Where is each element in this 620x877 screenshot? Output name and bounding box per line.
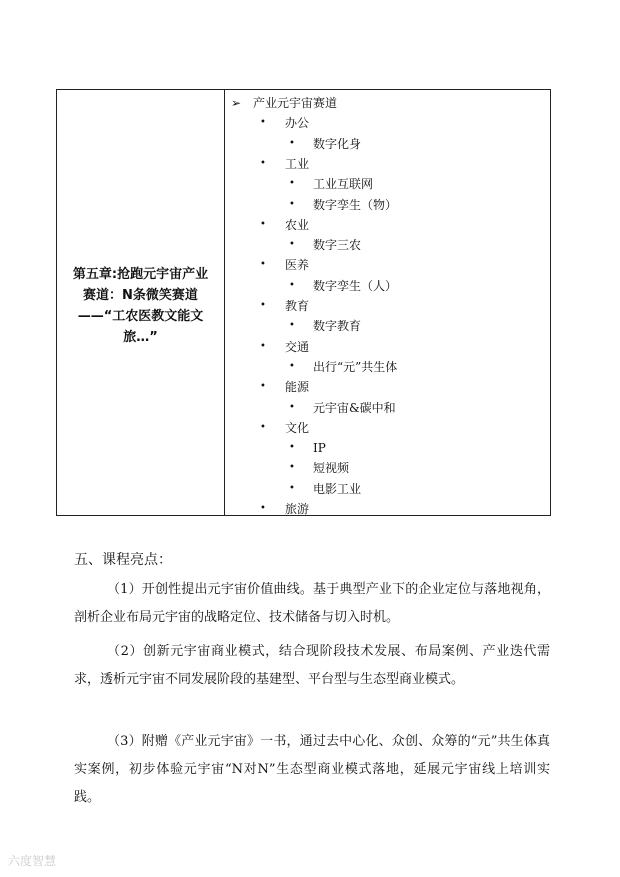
sector-item-label: 能源 [285, 380, 310, 395]
sector-subitem-label: 数字孪生（物） [313, 197, 398, 212]
sector-subitem-label: 数字孪生（人） [313, 278, 398, 293]
sector-subitem-label: IP [313, 441, 326, 456]
bullet-icon: • [289, 462, 295, 474]
bullet-icon: • [260, 300, 266, 311]
course-table [56, 89, 551, 516]
bullet-icon: • [289, 137, 295, 149]
bullet-icon: • [289, 360, 295, 372]
bullet-icon: • [260, 259, 266, 271]
bullet-icon: • [260, 117, 266, 129]
bullet-icon: • [289, 482, 295, 494]
outline-heading-label: 产业元宇宙赛道 [253, 96, 338, 110]
sector-item-label: 旅游 [285, 502, 310, 516]
sector-subitem-label: 工业互联网 [313, 177, 374, 192]
paragraph-text: （2）创新元宇宙商业模式，结合现阶段技术发展、布局案例、产业迭代需求，透析元宇宙不同发展阶段的基建型、平台型与生态型商业模式。 [74, 644, 550, 687]
paragraph-text: （1）开创性提出元宇宙价值曲线。基于典型产业下的企业定位与落地视角，剖析企业布局元宇宙的战略定位、技术储备与切入时机。 [74, 582, 550, 625]
section-title: 五、课程亮点： [74, 552, 172, 568]
bullet-icon: • [289, 320, 295, 332]
highlight-paragraph-1 [74, 576, 550, 632]
chapter-title: 第五章:抢跑元宇宙产业赛道：N条微笑赛道——“工农医教文能文旅…” [72, 266, 209, 345]
highlight-paragraph-2 [74, 638, 550, 694]
bullet-icon: • [260, 421, 266, 433]
bullet-icon: • [289, 279, 295, 291]
bullet-icon: • [260, 340, 266, 352]
bullet-icon: • [289, 178, 295, 190]
bullet-icon: • [289, 401, 295, 413]
sector-subitem-label: 出行“元”共生体 [313, 359, 398, 374]
sector-subitem-label: 电影工业 [313, 481, 362, 496]
highlight-paragraph-3 [74, 728, 550, 812]
sector-subitem-label: 元宇宙&碳中和 [313, 400, 396, 415]
bullet-icon: • [289, 442, 295, 454]
bullet-icon: • [260, 218, 266, 230]
sector-subitem-label: 数字化身 [313, 136, 362, 151]
sector-item-label: 工业 [285, 156, 310, 171]
arrow-bullet-icon: ➢ [231, 96, 242, 110]
bullet-icon: • [260, 157, 266, 169]
outline-cell [225, 90, 550, 515]
sector-subitem-label: 短视频 [313, 461, 350, 476]
sector-subitem-label: 数字教育 [313, 319, 362, 334]
bullet-icon: • [260, 381, 266, 393]
sector-item-label: 办公 [285, 116, 310, 131]
bullet-icon: • [289, 198, 295, 210]
watermark: 六度智慧 [8, 854, 57, 868]
sector-subitem-label: 数字三农 [313, 238, 362, 253]
sector-item-label: 文化 [285, 420, 310, 435]
sector-item-label: 交通 [285, 339, 310, 354]
chapter-cell [57, 90, 225, 515]
sector-item-label: 教育 [285, 299, 310, 313]
bullet-icon: • [260, 503, 266, 514]
sector-item-label: 农业 [285, 217, 310, 232]
bullet-icon: • [289, 239, 295, 251]
sector-item-label: 医养 [285, 258, 310, 273]
paragraph-text: （3）附赠《产业元宇宙》一书，通过去中心化、众创、众筹的“元”共生体真实案例，初步体验元宇宙“N对N”生态型商业模式落地，延展元宇宙线上培训实践。 [74, 734, 550, 805]
